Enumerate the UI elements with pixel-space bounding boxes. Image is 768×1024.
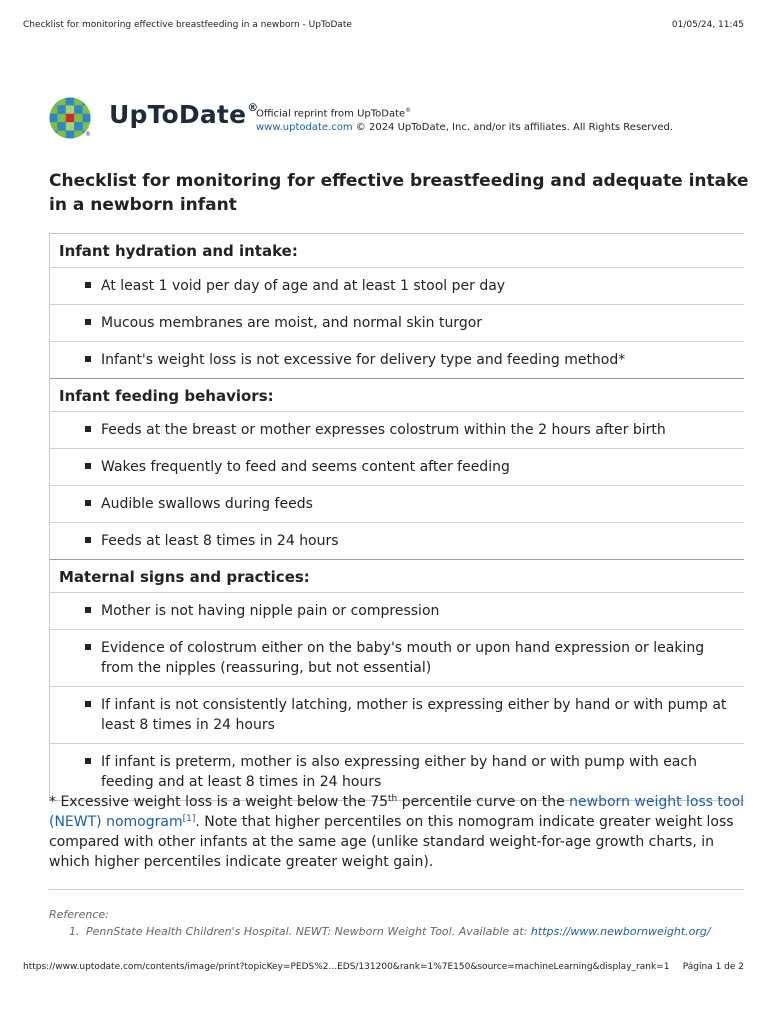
list-item xyxy=(50,486,744,523)
section-heading-feeding-behaviors: Infant feeding behaviors: xyxy=(50,378,744,412)
list-item-text: Feeds at the breast or mother expresses colostrum within the 2 hours after birth xyxy=(101,422,666,438)
list-item xyxy=(50,342,744,378)
list-item-text: Evidence of colostrum either on the baby's mouth or upon hand expression or leaking from the nipples (reassuring, but not essential) xyxy=(101,640,705,676)
page-title: Checklist for monitoring for effective breastfeeding and adequate intake in a newborn infant xyxy=(49,171,749,215)
brand-wordmark xyxy=(109,100,258,129)
citation-link[interactable]: [1] xyxy=(182,814,196,824)
print-header-datetime: 01/05/24, 11:45 xyxy=(671,20,744,30)
bullet-icon xyxy=(85,356,91,362)
divider xyxy=(49,889,744,890)
bullet-icon xyxy=(85,758,91,764)
bullet-icon xyxy=(85,607,91,613)
list-item xyxy=(50,687,744,744)
newt-nomogram-link[interactable]: newborn weight loss tool (NEWT) nomogram xyxy=(49,794,745,830)
footnote-text-2: percentile curve on the xyxy=(397,794,570,810)
list-item xyxy=(50,593,744,630)
footnote-text-3: . Note that higher percentiles on this nomogram indicate greater weight loss compared with other infants at the same age (unlike standard weight-for-age growth charts, in which higher percentiles indicate greater weight gain). xyxy=(49,814,734,870)
brand-name: UpToDate xyxy=(109,100,247,129)
bullet-icon xyxy=(85,500,91,506)
list-item-text: Audible swallows during feeds xyxy=(101,496,313,512)
print-header xyxy=(23,20,744,32)
bullet-icon xyxy=(85,426,91,432)
list-item xyxy=(50,268,744,305)
reference-link[interactable]: https://www.newbornweight.org/ xyxy=(530,925,711,938)
list-item-text: Wakes frequently to feed and seems content after feeding xyxy=(101,459,510,475)
print-footer-page: Página 1 de 2 xyxy=(682,962,744,972)
list-item xyxy=(50,412,744,449)
list-item-text: If infant is not consistently latching, mother is expressing either by hand or with pump at least 8 times in 24 hours xyxy=(101,697,727,733)
reference-text: PennState Health Children's Hospital. NEWT: Newborn Weight Tool. Available at: xyxy=(86,925,531,938)
wordmark-registered-mark: ® xyxy=(247,101,259,114)
logo-registered-mark: ® xyxy=(85,131,91,138)
list-item-text: At least 1 void per day of age and at least 1 stool per day xyxy=(101,278,506,294)
list-item-text: Mother is not having nipple pain or compression xyxy=(101,603,440,619)
reprint-notice xyxy=(256,104,673,135)
list-item xyxy=(50,449,744,486)
footnote xyxy=(49,792,749,872)
reference-section xyxy=(49,906,749,940)
reference-label: Reference: xyxy=(49,908,109,921)
bullet-icon xyxy=(85,463,91,469)
print-header-title: Checklist for monitoring effective breastfeeding in a newborn - UpToDate xyxy=(23,20,352,30)
list-item xyxy=(50,630,744,687)
list-item xyxy=(50,305,744,342)
bullet-icon xyxy=(85,537,91,543)
section-heading-hydration: Infant hydration and intake: xyxy=(50,234,744,268)
bullet-icon xyxy=(85,644,91,650)
reference-number: 1. xyxy=(69,925,80,938)
footnote-superscript: th xyxy=(388,794,398,804)
section-heading-maternal-signs: Maternal signs and practices: xyxy=(50,559,744,593)
checklist-table xyxy=(49,233,744,801)
list-item-text: Feeds at least 8 times in 24 hours xyxy=(101,533,339,549)
list-item-text: Mucous membranes are moist, and normal skin turgor xyxy=(101,315,483,331)
list-item xyxy=(50,523,744,559)
bullet-icon xyxy=(85,282,91,288)
footnote-text-1: * Excessive weight loss is a weight below the 75 xyxy=(49,794,389,810)
reprint-line: Official reprint from UpToDate xyxy=(256,108,406,120)
reference-item xyxy=(49,923,749,940)
print-footer xyxy=(23,962,744,974)
reprint-registered-mark: ® xyxy=(405,107,412,114)
print-footer-url: https://www.uptodate.com/contents/image/print?topicKey=PEDS%2...EDS/131200&rank=1%7E150&source=machineLearning&display_rank=1 xyxy=(23,962,670,972)
copyright-text: © 2024 UpToDate, Inc. and/or its affiliates. All Rights Reserved. xyxy=(352,122,674,134)
bullet-icon xyxy=(85,319,91,325)
uptodate-site-link[interactable]: www.uptodate.com xyxy=(256,122,353,134)
list-item-text: Infant's weight loss is not excessive for delivery type and feeding method* xyxy=(101,352,626,368)
brand-block xyxy=(49,97,749,139)
bullet-icon xyxy=(85,701,91,707)
list-item-text: If infant is preterm, mother is also expressing either by hand or with pump with each feeding and at least 8 times in 24 hours xyxy=(101,754,697,790)
